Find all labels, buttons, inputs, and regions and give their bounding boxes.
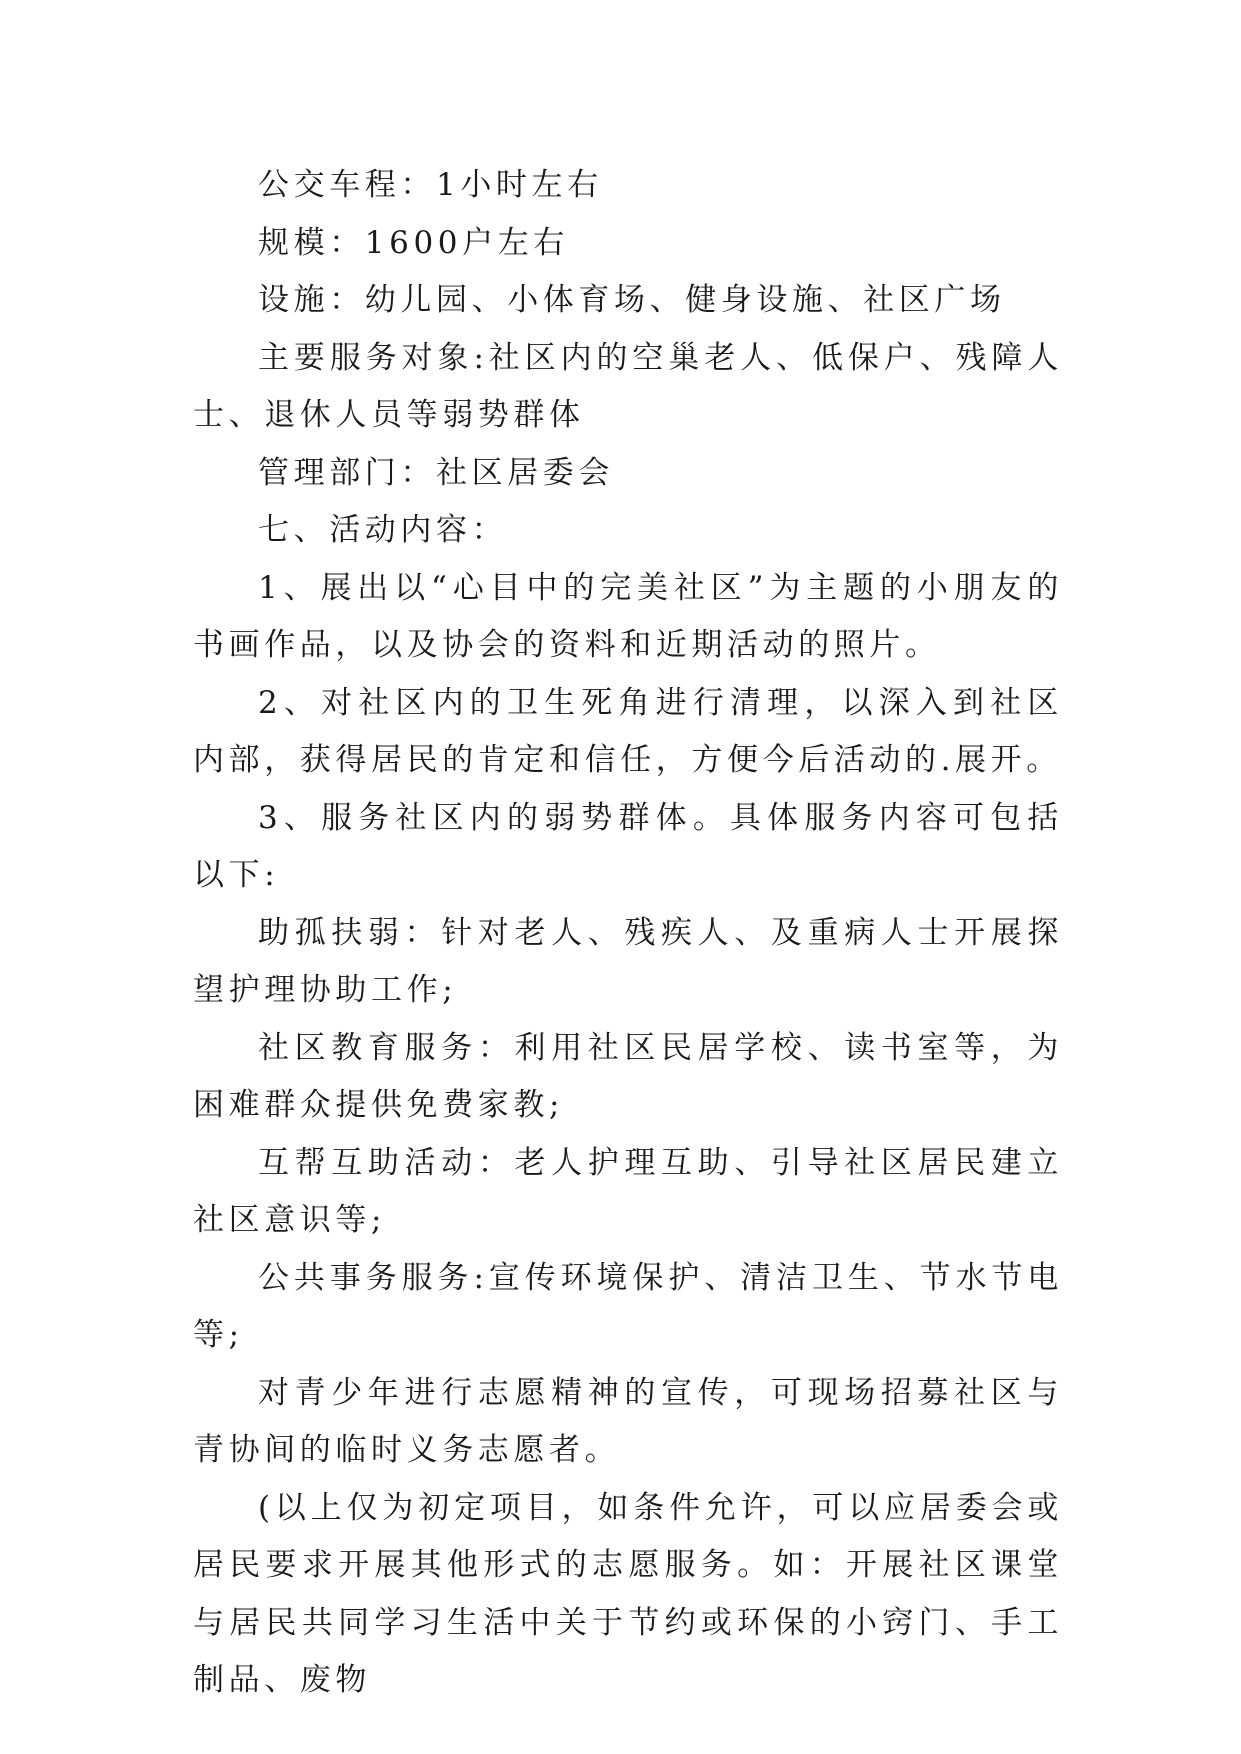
paragraph-facilities: 设施：幼儿园、小体育场、健身设施、社区广场: [258, 282, 1006, 318]
paragraph-service-targets: 主要服务对象:社区内的空巢老人、低保户、残障人士、退休人员等弱势群体: [193, 339, 1063, 433]
paragraph-public-affairs: 公共事务服务:宣传环境保护、清洁卫生、节水节电等;: [193, 1259, 1063, 1353]
paragraph-management: 管理部门：社区居委会: [258, 454, 614, 491]
paragraph-scale: 规模：1600户左右: [258, 224, 569, 261]
paragraph-youth-volunteers: 对青少年进行志愿精神的宣传，可现场招募社区与青协间的临时义务志愿者。: [193, 1374, 1063, 1468]
paragraph-support-weak: 助孤扶弱：针对老人、残疾人、及重病人士开展探望护理协助工作;: [193, 914, 1063, 1008]
document-body: [193, 157, 1063, 1710]
paragraph-bus-time: 公交车程：1小时左右: [258, 167, 603, 203]
section-heading-activities: 七、活动内容：: [258, 512, 508, 548]
paragraph-item-3: 3、服务社区内的弱势群体。具体服务内容可包括以下:: [193, 799, 1063, 893]
paragraph-education: 社区教育服务：利用社区民居学校、读书室等，为困难群众提供免费家教;: [193, 1029, 1063, 1123]
paragraph-mutual-help: 互帮互助活动：老人护理互助、引导社区居民建立社区意识等;: [193, 1144, 1063, 1238]
paragraph-item-1: 1、展出以“心目中的完美社区”为主题的小朋友的书画作品，以及协会的资料和近期活动的照片。: [193, 569, 1063, 663]
paragraph-item-2: 2、对社区内的卫生死角进行清理，以深入到社区内部，获得居民的肯定和信任，方便今后活动的.展开。: [193, 684, 1063, 778]
paragraph-note: (以上仅为初定项目，如条件允许，可以应居委会或居民要求开展其他形式的志愿服务。如：开展社区课堂与居民共同学习生活中关于节约或环保的小窍门、手工制品、废物: [193, 1489, 1063, 1698]
